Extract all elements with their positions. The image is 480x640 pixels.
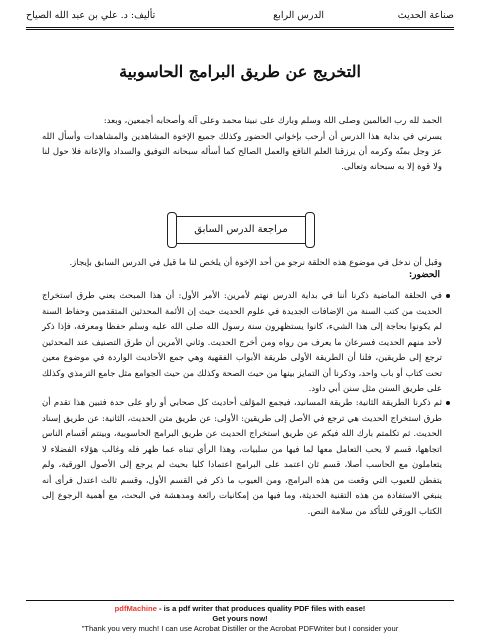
header-author: تأليف: د. علي بن عبد الله الصياح bbox=[26, 10, 156, 21]
pdf-footer bbox=[0, 604, 480, 634]
bullet-dot bbox=[446, 401, 450, 405]
bullet-dot bbox=[446, 294, 450, 298]
bullet-item-1 bbox=[42, 289, 442, 398]
footer-line-2[interactable]: Get yours now! bbox=[212, 614, 268, 623]
footer-line-3: "Thank you very much! I can use Acrobat Distiller or the Acrobat PDFWriter but I consider your bbox=[81, 624, 399, 633]
bullet-text-1: في الحلقة الماضية ذكرنا أننا في بداية الدرس نهتم لأمرين: الأمر الأول: أن هذا المبحث يعني طرق استخراج الحديث من كتب السنة من الإضافات الجديدة في علوم الحديث حيث إن الأئمة المحدثين المتقدمين وحفاظ السنة لم يكونوا بحاجة إلى هذا الشيء، كانوا يستظهرون سنة رسول الله صلى الله عليه وسلم حفظا ومعرفة، فإذا ذكر لأحد منهم الحديث فسرعان ما يعرف من رواه ومن أخرج الحديث. وثاني الأمرين أن طرق التصنيف عند المحدثين ترجع إلى طريقين، فلنا أن الطريقة الأولى طريقة الأبواب الفقهية وهي جمع الأحاديث الواردة في موضوع معين تحت كتاب أو باب واحد، وذكرنا أن التمايز بينها من حيث الصحة وكذلك من حيث الجوامع مثل جامع الترمذي وكذلك على طريق السنن مثل سنن أبي داود. bbox=[42, 291, 442, 394]
before-text: وقبل أن ندخل في موضوع هذه الحلقة نرجو من أحد الإخوة أن يلخص لنا ما قيل في الدرس السابق بإيجاز. bbox=[69, 258, 442, 268]
attendees-label: الحضور: bbox=[408, 270, 440, 280]
footer-tagline: - is a pdf writer that produces quality PDF files with ease! bbox=[156, 604, 366, 613]
intro-line-1: الحمد لله رب العالمين وصلى الله وسلم وبارك على نبينا محمد وعلى آله وأصحابه أجمعين، وبعد: bbox=[103, 116, 442, 126]
footer-divider bbox=[26, 600, 454, 601]
header-book-title: صناعة الحديث bbox=[397, 10, 454, 21]
review-scroll-label: مراجعة الدرس السابق bbox=[194, 224, 288, 235]
page-title: التخريج عن طريق البرامج الحاسوبية bbox=[119, 62, 361, 81]
footer-line-1 bbox=[0, 604, 480, 614]
header-divider bbox=[26, 27, 454, 30]
footer-brand[interactable]: pdfMachine bbox=[114, 604, 157, 613]
scroll-curl-right bbox=[305, 212, 315, 248]
header-lesson: الدرس الرابع bbox=[273, 10, 324, 21]
intro-line-2: يسرني في بداية هذا الدرس أن أرحب بإخواني الحضور وكذلك جميع الإخوة المشاهدين والمشاهدات وأسأل الله عز وجل بمنّه وكرمه أن يرزقنا العلم النافع والعمل الصالح كما أسأله سبحانه التوفيق والسداد والإعانة فلا حول لنا ولا قوة إلا به سبحانه وتعالى. bbox=[42, 132, 442, 172]
bullet-text-2: ثم ذكرنا الطريقة الثانية: طريقة المسانيد، فيجمع المؤلف أحاديث كل صحابي أو راو على حدة فتبين هذا تقدم أن طرق استخراج الحديث هي ترجع في الأصل إلى طريقين: الأولى: عن طريق متن الحديث، الثانية: عن طريق إسناد الحديث. ثم تكلمتم بارك الله فيكم عن طريق استخراج الحديث عن طريق البرامج الحاسوبية، وبينتم أقسام الناس اتجاهها، قسم لا يحب التعامل معها لما فيها من سلبيات، وهذا الرأي تبناه عما ظهر فله وغالب هؤلاء الفضلاء لا يتعاملون مع الحاسب أصلا، قسم ثان اعتمد على البرامج اعتمادا كليا بحيث لم يرجع إلى الأصول الورقية، ولم يتفطن للعيوب التي وقعت من هذه البرامج، ومن العيوب ما ذكر في القسم الأول، وقسم ثالث اعتدل فرأى أنه ينبغي الاستفادة من هذه التقنية الحديثة، وما فيها من إمكانيات رائعة ومدهشة في البحث، مع أهمية الرجوع إلى الكتاب الورقي للتأكد من سلامة النص. bbox=[42, 398, 442, 517]
review-scroll-banner bbox=[175, 216, 307, 244]
bullet-item-2 bbox=[42, 396, 442, 520]
page-header bbox=[26, 6, 454, 26]
